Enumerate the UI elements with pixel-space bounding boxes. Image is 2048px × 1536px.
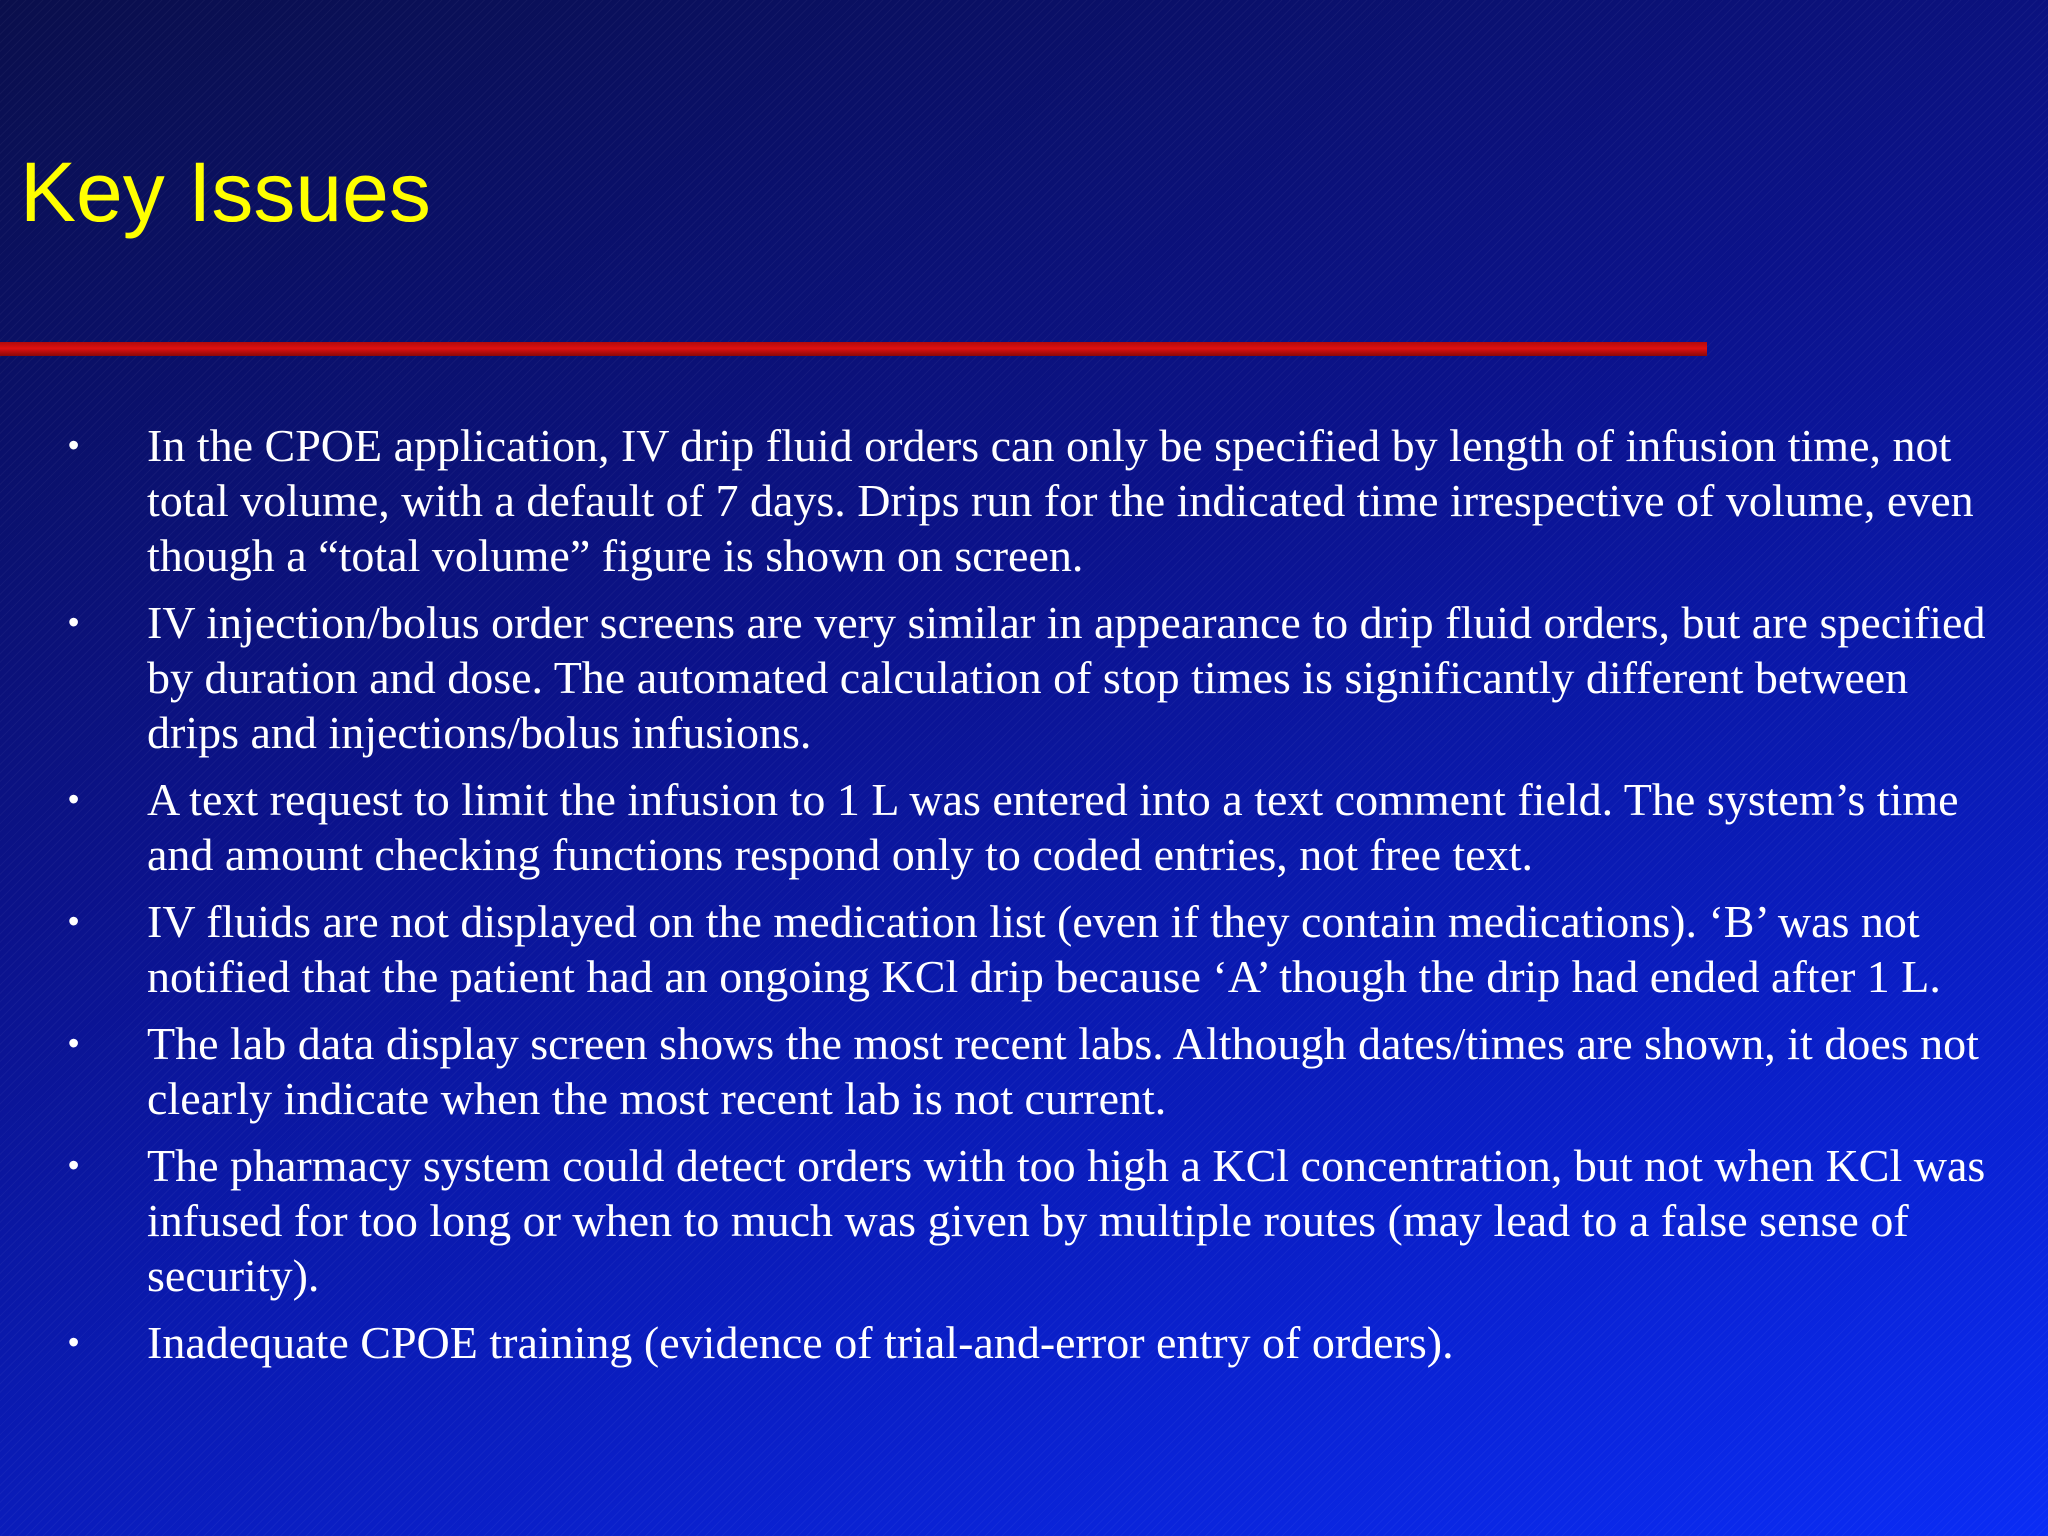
slide-title: Key Issues bbox=[20, 145, 431, 239]
bullet-text: The pharmacy system could detect orders with too high a KCl concentration, but not when KCl was infused for too long or when to much was given by multiple routes (may lead to a false sense of security). bbox=[147, 1140, 1986, 1301]
bullet-text: Inadequate CPOE training (evidence of trial-and-error entry of orders). bbox=[147, 1317, 1454, 1368]
bullet-item bbox=[60, 1016, 1995, 1126]
bullet-dot-icon: • bbox=[68, 1025, 80, 1061]
bullet-dot-icon: • bbox=[68, 1147, 80, 1183]
bullet-text: A text request to limit the infusion to 1 L was entered into a text comment field. The system’s time and amount checking functions respond only to coded entries, not free text. bbox=[147, 774, 1959, 880]
bullet-list bbox=[60, 418, 1995, 1382]
bullet-item bbox=[60, 894, 1995, 1004]
bullet-dot-icon: • bbox=[68, 781, 80, 817]
bullet-item bbox=[60, 772, 1995, 882]
bullet-text: In the CPOE application, IV drip fluid orders can only be specified by length of infusion time, not total volume, with a default of 7 days. Drips run for the indicated time irrespective of volume, even though a “total volume” figure is shown on screen. bbox=[147, 420, 1974, 581]
bullet-item bbox=[60, 1138, 1995, 1303]
bullet-text: The lab data display screen shows the most recent labs. Although dates/times are shown, it does not clearly indicate when the most recent lab is not current. bbox=[147, 1018, 1979, 1124]
bullet-dot-icon: • bbox=[68, 604, 80, 640]
bullet-item bbox=[60, 418, 1995, 583]
bullet-text: IV fluids are not displayed on the medication list (even if they contain medications). ‘B’ was not notified that the patient had an ongoing KCl drip because ‘A’ though the drip had ended after 1 L. bbox=[147, 896, 1941, 1002]
bullet-text: IV injection/bolus order screens are very similar in appearance to drip fluid orders, but are specified by duration and dose. The automated calculation of stop times is significantly different between drips and injections/bolus infusions. bbox=[147, 597, 1986, 758]
bullet-item bbox=[60, 595, 1995, 760]
bullet-dot-icon: • bbox=[68, 427, 80, 463]
title-divider bbox=[0, 342, 1707, 356]
bullet-dot-icon: • bbox=[68, 1324, 80, 1360]
bullet-item bbox=[60, 1315, 1995, 1370]
bullet-dot-icon: • bbox=[68, 903, 80, 939]
